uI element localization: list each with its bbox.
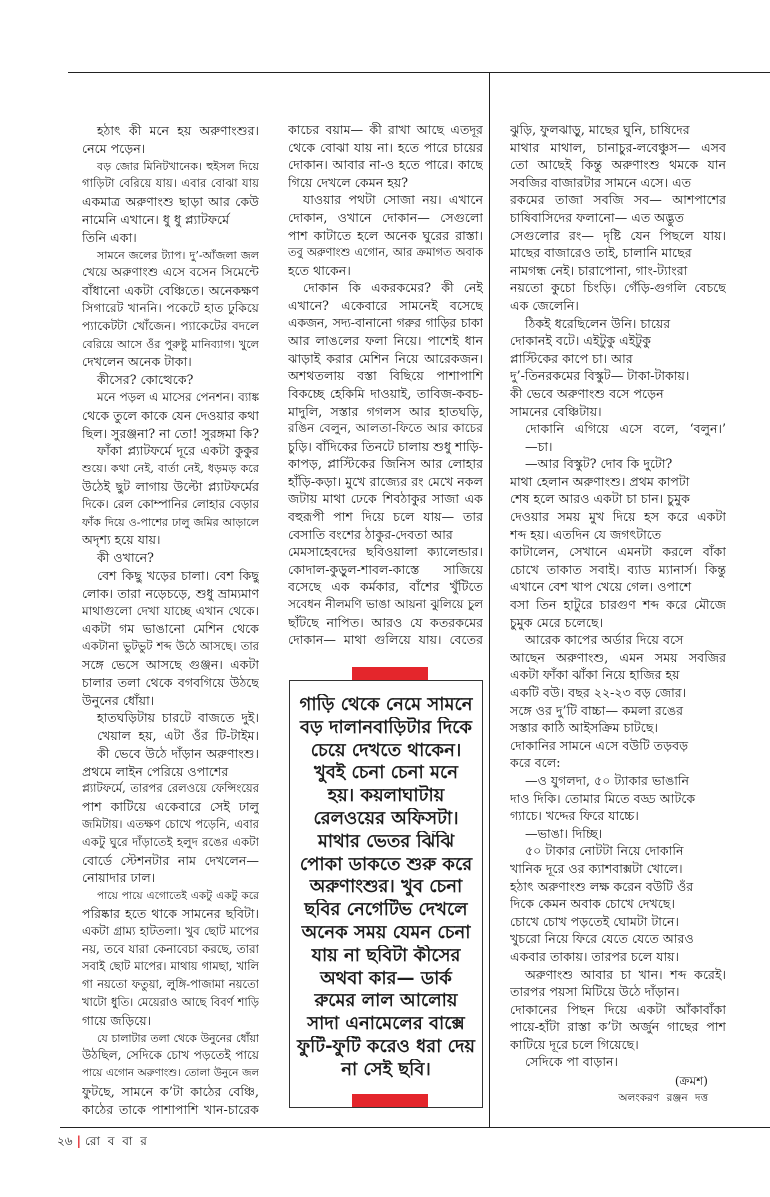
- text-line: দোকানির সামনে এসে বউটি তড়বড়: [510, 737, 689, 753]
- text-line: এক জেলেনি।: [510, 297, 579, 313]
- top-rule: [68, 72, 770, 73]
- text-line: কাচের বয়াম— কী রাখা আছে এতদূর: [288, 122, 483, 137]
- pull-quote-line: ফুটি-ফুটি করেও ধরা দেয়: [296, 1035, 476, 1057]
- pull-quote-line: গাড়ি থেকে নেমে সামনে: [299, 694, 473, 715]
- text-line: জটায় মাথা ঢেকে শিবঠাকুর সাজা এক: [288, 491, 483, 507]
- text-line: পায়ে-হাঁটা রাস্তা ক’টা অর্জুন গাছের পাশ: [510, 1019, 726, 1035]
- text-line: ঝাড়াই করার মেশিন নিয়ে আরেকজন।: [288, 350, 483, 366]
- text-line: মাথাগুলো দেখা যাচ্ছে এখান থেকে।: [82, 603, 259, 618]
- pull-quote-line: না সেই ছবি।: [341, 1058, 431, 1080]
- text-line: দেওয়ার সময় মুখ দিয়ে হস করে একটা: [510, 509, 726, 525]
- text-line: এখানে বেশ খাপ খেয়ে গেল। ওপাশে: [510, 579, 692, 595]
- text-line: থেকে বোঝা যায় না। হতে পারে চায়ের: [288, 139, 483, 155]
- text-line: বসেছে এক কর্মকার, বাঁশের খুঁটিতে: [288, 579, 483, 595]
- text-line: কী ভেবে অরুণাংশু বসে পড়েন: [510, 385, 664, 401]
- text-line: ফাঁকা প্ল্যাটফর্মে দূরে একটা কুকুর: [97, 443, 259, 459]
- text-line: তিনি একা।: [82, 229, 137, 245]
- text-line: নামেনি এখানে। ধু ধু প্ল্যাটফর্মে: [82, 211, 230, 227]
- text-line: বিকচ্ছে হেকিমি দাওয়াই, তাবিজ-কবচ-: [288, 385, 483, 401]
- text-line: সস্তার কাঠি আইসক্রিম চাটছে।: [510, 720, 658, 736]
- text-line: দোকানই বটে। এইটুকু এইটুকু: [510, 333, 651, 349]
- text-line: খানিক দূরে ওর ক্যাশবাক্সটা খোলে।: [510, 860, 683, 876]
- footer-separator: |: [76, 1134, 81, 1148]
- article-column-2: [288, 121, 483, 649]
- pull-quote: [294, 694, 478, 1082]
- text-line: গ্যাচে। খদ্দের ফিরে যাচ্চে।: [510, 808, 639, 824]
- text-line: চালার তলা থেকে বগবগিয়ে উঠছে: [82, 674, 259, 690]
- text-line: বড় জোর মিনিটখানেক। হুইসল দিয়ে: [97, 159, 259, 173]
- text-line: নামগন্ধ নেই। চারাপোনা, গাং-ট্যাংরা: [510, 262, 688, 278]
- article-column-3: [510, 121, 726, 1071]
- text-line: রঙিন বেলুন, আলতা-ফিতে আর কাচের: [288, 421, 483, 436]
- text-line: হঠাৎ কী মনে হয় অরুণাংশুর।: [97, 123, 259, 138]
- text-line: মাথার মাথাল, চানাচুর-লবেঞ্চুস— এসব: [510, 139, 726, 155]
- pull-quote-accent-bar-bottom: [352, 1094, 428, 1107]
- text-line: খুচরো নিয়ে ফিরে যেতে যেতে আরও: [510, 931, 694, 947]
- text-line: আরেক কাপের অর্ডার দিয়ে বসে: [525, 632, 684, 648]
- text-line: দিকে। রেল কোম্পানির লোহার বেড়ার: [82, 496, 259, 511]
- text-line: প্ল্যাটফর্মে, তারপর রেলওয়ে ফেন্সিংয়ের: [82, 781, 259, 796]
- text-line: ফুটছে, সামনে ক’টা কাঠের বেঞ্চি,: [82, 1084, 259, 1100]
- text-line: ঠিকই ধরেছিলেন উনি। চায়ের: [525, 315, 671, 331]
- text-line: —চা।: [525, 438, 553, 454]
- text-line: প্লাস্টিকের কাপে চা। আর: [510, 350, 633, 366]
- text-line: বসা তিন হাটুরে চারগুণ শব্দ করে মৌজে: [510, 597, 726, 613]
- text-line: একটানা ভুটভুট শব্দ উঠে আসছে। তার: [82, 639, 259, 654]
- text-line: শেষ হলে আরও একটা চা চান। চুমুক: [510, 491, 690, 507]
- text-line: কী ভেবে উঠে দাঁড়ান অরুণাংশু।: [97, 745, 259, 761]
- text-line: বেসাতি বংশের ঠাকুর-দেবতা আর: [288, 526, 453, 542]
- text-line: বাঁধানো একটা বেঞ্চিতে। অনেকক্ষণ: [82, 283, 259, 299]
- text-line: বোর্ডে স্টেশনটার নাম দেখলেন—: [82, 852, 259, 868]
- text-line: দাও দিকি। তোমার মিতে বড্ড আটকে: [510, 790, 696, 806]
- text-line: ঝুড়ি, ফুলঝাড়ু, মাছের ঘুনি, চাষিদের: [510, 122, 690, 137]
- text-line: পায়ে এগোন অরুণাংশু। তোলা উনুনে জল: [82, 1067, 259, 1080]
- illustration-credit: অলংকরণ রঞ্জন দত্ত: [618, 1092, 708, 1104]
- text-line: নয়তো কুচো চিংড়ি। গেঁড়ি-গুগলি বেচছে: [510, 280, 726, 296]
- text-line: মাছের বাজারেও তাই, চালানি মাছের: [510, 245, 692, 261]
- column-divider: [489, 73, 490, 1127]
- text-line: হাঁড়ি-কড়া। মুখে রাজ্যের রং মেখে নকল: [288, 473, 483, 489]
- text-line: গাড়িটা বেরিয়ে যায়। এবার বোঝা যায়: [82, 176, 259, 191]
- text-line: সবেধন নীলমণি ভাঙা আয়না ঝুলিয়ে চুল: [288, 597, 483, 612]
- pull-quote-line: অথবা কার— ডার্ক: [320, 967, 452, 989]
- text-line: একটা গ্রাম্য হাটতলা। খুব ছোট মাপের: [82, 923, 259, 938]
- text-line: পরিষ্কার হতে থাকে সামনের ছবিটা।: [82, 906, 259, 922]
- pull-quote-line: হয়। কয়লাঘাটায়: [327, 785, 445, 807]
- page-number: ২৬: [57, 1134, 73, 1148]
- text-line: —ভাঙা। দিচ্ছি।: [525, 825, 603, 841]
- text-line: সঙ্গে ওর দু’টি বাচ্চা— কমলা রঙের: [510, 702, 684, 718]
- text-line: একবার তাকায়। তারপর চলে যায়।: [510, 948, 680, 964]
- text-line: নেমে পড়েন।: [82, 140, 146, 156]
- text-line: হতে থাকেন।: [288, 262, 351, 278]
- text-line: পায়ে পায়ে এগোতেই একটু একটু করে: [97, 889, 259, 903]
- text-line: দোকান, ওখানে দোকান— সেগুলো: [288, 209, 483, 225]
- text-line: একটু ঘুরে দাঁড়াতেই হলুদ রঙের একটা: [82, 834, 259, 849]
- text-line: একটা ফাঁকা ঝাঁকা নিয়ে হাজির হয়: [510, 667, 680, 683]
- text-line: তারপর পয়সা মিটিয়ে উঠে দাঁড়ান।: [510, 984, 680, 1000]
- text-line: গা নয়তো ফতুয়া, লুঙ্গি-পাজামা নয়তো: [82, 977, 259, 992]
- page-footer: [57, 1132, 149, 1150]
- text-line: মেমসাহেবদের ছবিওয়ালা ক্যালেন্ডার।: [288, 544, 483, 560]
- text-line: খেয়াল হয়, এটা ওঁর টি-টাইম।: [97, 728, 259, 744]
- text-line: চুমুক মেরে চলেছে।: [510, 614, 604, 630]
- pull-quote-line: খুবই চেনা চেনা মনে: [314, 762, 458, 784]
- text-line: উঠছিল, সেদিকে চোখ পড়তেই পায়ে: [82, 1048, 259, 1063]
- text-line: অশথতলায় বস্তা বিছিয়ে পাশাপাশি: [288, 368, 483, 384]
- text-line: একমাত্র অরুণাংশু ছাড়া আর কেউ: [82, 194, 259, 210]
- pull-quote-line: রেলওয়ের অফিসটা।: [313, 807, 459, 829]
- text-line: আছেন অরুণাংশু, এমন সময় সবজির: [510, 649, 726, 665]
- text-line: একজন, সদ্য-বানানো গরুর গাড়ির চাকা: [288, 315, 483, 330]
- text-line: সেগুলোর রং— দৃষ্টি যেন পিছলে যায়।: [510, 227, 726, 243]
- text-line: বেশ কিছু খড়ের চালা। বেশ কিছু: [97, 567, 259, 583]
- text-line: শুয়ে। কথা নেই, বার্তা নেই, ধড়মড় করে: [82, 462, 259, 476]
- text-line: থেকে তুলে কাকে যেন দেওয়ার কথা: [82, 407, 259, 423]
- text-line: অরুণাংশু আবার চা খান। শব্দ করেই।: [525, 966, 726, 982]
- text-line: চোখে চোখ পড়তেই ঘোমটা টানে।: [510, 913, 679, 929]
- text-line: পাশ কাটিয়ে একেবারে সেই ঢালু: [82, 799, 259, 815]
- text-line: ছাঁটছে নাপিত। আরও যে কতরকমের: [288, 614, 483, 630]
- pull-quote-line: ছবির নেগেটিভ দেখলে: [304, 899, 468, 921]
- text-line: কাটিয়ে দূরে চলে গিয়েছে।: [510, 1036, 639, 1052]
- text-line: দোকান কি একরকমের? কী নেই: [303, 280, 483, 296]
- text-line: ৫০ টাকার নোটটা নিয়ে দোকানি: [525, 843, 684, 859]
- text-line: সামনে জলের ট্যাপ। দু’-আঁজলা জল: [97, 248, 259, 262]
- text-line: গায়ে জড়িয়ে।: [82, 1012, 152, 1028]
- text-line: খেয়ে অরুণাংশু এসে বসেন সিমেন্টে: [82, 265, 259, 280]
- text-line: চুড়ি। বাঁদিকের তিনটে চালায় শুধু শাড়ি-: [288, 438, 483, 454]
- text-line: উনুনের ধোঁয়া।: [82, 692, 155, 708]
- text-line: কাটালেন, সেখানে এমনটা করলে বাঁকা: [510, 544, 726, 560]
- text-line: মনে পড়ল এ মাসের পেনশন। ব্যাঙ্ক: [97, 389, 259, 404]
- magazine-name: রো ব বা র: [85, 1134, 149, 1148]
- pull-quote-line: পোকা ডাকতে শুরু করে: [299, 853, 473, 875]
- text-line: দোকানি এগিয়ে এসে বলে, ‘বলুন।’: [525, 421, 726, 437]
- pull-quote-line: অনেক সময় যেমন চেনা: [301, 921, 471, 943]
- text-line: সবজির বাজারটার সামনে এসে। এত: [510, 174, 692, 190]
- text-line: নোয়াদার ঢাল।: [82, 870, 156, 886]
- text-line: একটা গম ভাঙানো মেশিন থেকে: [82, 621, 259, 637]
- text-line: ফাঁক দিয়ে ও-পাশের ঢালু জমির আড়ালে: [82, 515, 259, 529]
- text-line: —আর বিস্কুট? দোব কি দুটো?: [525, 456, 673, 472]
- pull-quote-line: যায় না ছবিটা কীসের: [311, 944, 461, 966]
- text-line: মাথা হেলান অরুণাংশু। প্রথম কাপটা: [510, 473, 690, 489]
- text-line: কী ওখানে?: [97, 550, 154, 566]
- text-line: যে চালাটার তলা থেকে উনুনের ধোঁয়া: [97, 1031, 259, 1045]
- text-line: তবু অরুণাংশু এগোন, আর ক্রমাগত অবাক: [288, 245, 483, 260]
- text-line: দেখলেন অনেক টাকা।: [82, 354, 192, 370]
- to-be-continued-note: (ক্রমশ): [674, 1074, 708, 1088]
- text-line: চোখে তাকাত সবাই। ব্যাড ম্যানার্স। কিন্তু: [510, 561, 726, 577]
- text-line: দু’-তিনরকমের বিস্কুট— টাকা-টাকায়।: [510, 368, 690, 384]
- text-line: কোদাল-কুড়ুল-শাবল-কাস্তে সাজিয়ে: [288, 561, 483, 577]
- text-line: হঠাৎ অরুণাংশু লক্ষ করেন বউটি ওঁর: [510, 878, 694, 894]
- text-line: একটি বউ। বছর ২২-২৩ বড় জোর।: [510, 685, 687, 700]
- text-line: কীসের? কোত্থেকে?: [97, 372, 194, 388]
- text-line: দোকানের পিছন দিয়ে একটা আঁকাবাঁকা: [510, 1001, 726, 1017]
- pull-quote-line: বড় দালানবাড়িটার দিকে: [299, 716, 473, 738]
- pull-quote-line: অরুণাংশুর। খুব চেনা: [309, 876, 463, 898]
- text-line: পাশ কাটাতে হলে অনেক ঘুরের রাস্তা।: [288, 227, 483, 243]
- text-line: লোক। তারা নড়েচড়ে, শুধু ভ্রাম্যমাণ: [82, 585, 259, 601]
- text-line: হাতঘড়িটায় চারটে বাজতে দুই।: [97, 710, 259, 726]
- text-line: ছিল। সুরঞ্জনা? না তো! সুরঙ্গমা কি?: [82, 425, 259, 441]
- pull-quote-line: চেয়ে দেখতে থাকেন।: [310, 739, 462, 761]
- text-line: অদৃশ্য হয়ে যায়।: [82, 532, 161, 548]
- text-line: নয়, তবে যারা কেনাবেচা করছে, তারা: [82, 941, 259, 956]
- text-line: আর লাঙলের ফলা নিয়ে। পাশেই ধান: [288, 333, 483, 349]
- text-line: দোকান। আবার না-ও হতে পারে। কাছে: [288, 157, 483, 173]
- text-line: জমিটায়। এতক্ষণ চোখে পড়েনি, এবার: [82, 817, 259, 832]
- pull-quote-line: সাদা এনামেলের বাক্সে: [307, 1013, 465, 1035]
- text-line: এখানে? একেবারে সামনেই বসেছে: [288, 297, 483, 313]
- article-column-1: [82, 122, 259, 1119]
- text-line: দিকে কেমন অবাক চোখে দেখছে।: [510, 896, 675, 912]
- text-line: তো আছেই কিন্তু অরুণাংশু থমকে যান: [510, 157, 726, 173]
- text-line: প্যাকেটটা খোঁজেন। প্যাকেটের বদলে: [82, 318, 259, 333]
- text-line: করে বলে:: [510, 755, 561, 771]
- pull-quote-accent-bar-top: [352, 667, 428, 680]
- text-line: দোকান— মাথা গুলিয়ে যায়। বেতের: [288, 632, 483, 648]
- text-line: চাষিবাসিদের ফলানো— এত অদ্ভুত: [510, 209, 684, 225]
- text-line: সবাই ছোট মাপের। মাথায় গামছা, খালি: [82, 959, 259, 974]
- text-line: সেদিকে পা বাড়ান।: [525, 1054, 619, 1070]
- text-line: যাওয়ার পথটা সোজা নয়। এখানে: [303, 192, 483, 208]
- text-line: কাঠের তাকে পাশাপাশি খান-চারেক: [82, 1101, 259, 1117]
- pull-quote-line: রুমের লাল আলোয়: [314, 990, 458, 1012]
- text-line: খাটো ধুতি। মেয়েরাও আছে বিবর্ণ শাড়ি: [82, 995, 259, 1010]
- text-line: সিগারেট খাননি। পকেটে হাত ঢুকিয়ে: [82, 300, 259, 315]
- text-line: উঠেই ছুট লাগায় উল্টো প্ল্যাটফর্মের: [82, 478, 259, 494]
- text-line: বেরিয়ে আসে ওঁর পুরুষ্টু মানিব্যাগ। খুলে: [82, 337, 259, 351]
- bottom-rule: [60, 1127, 770, 1128]
- text-line: —ও যুগলদা, ৫০ ট্যাকার ভাঙানি: [525, 772, 690, 788]
- text-line: কাপড়, প্লাস্টিকের জিনিস আর লোহার: [288, 456, 483, 472]
- text-line: রকমের তাজা সবজি সব— আশপাশের: [510, 192, 726, 208]
- text-line: গিয়ে দেখলে কেমন হয়?: [288, 174, 409, 190]
- text-line: সঙ্গে ভেসে আসছে গুঞ্জন। একটা: [82, 656, 259, 672]
- text-line: মাদুলি, সস্তার গগলস আর হাতঘড়ি,: [288, 403, 483, 419]
- text-line: প্রথমে লাইন পেরিয়ে ওপাশের: [82, 763, 229, 779]
- text-line: বহুরূপী পাশ দিয়ে চলে যায়— তার: [288, 509, 483, 525]
- pull-quote-line: মাথার ভেতর ঝিঁঝি: [317, 830, 455, 852]
- text-line: সামনের বেঞ্চিটায়।: [510, 403, 602, 419]
- text-line: শব্দ হয়। এতদিন যে জগৎটাতে: [510, 526, 662, 542]
